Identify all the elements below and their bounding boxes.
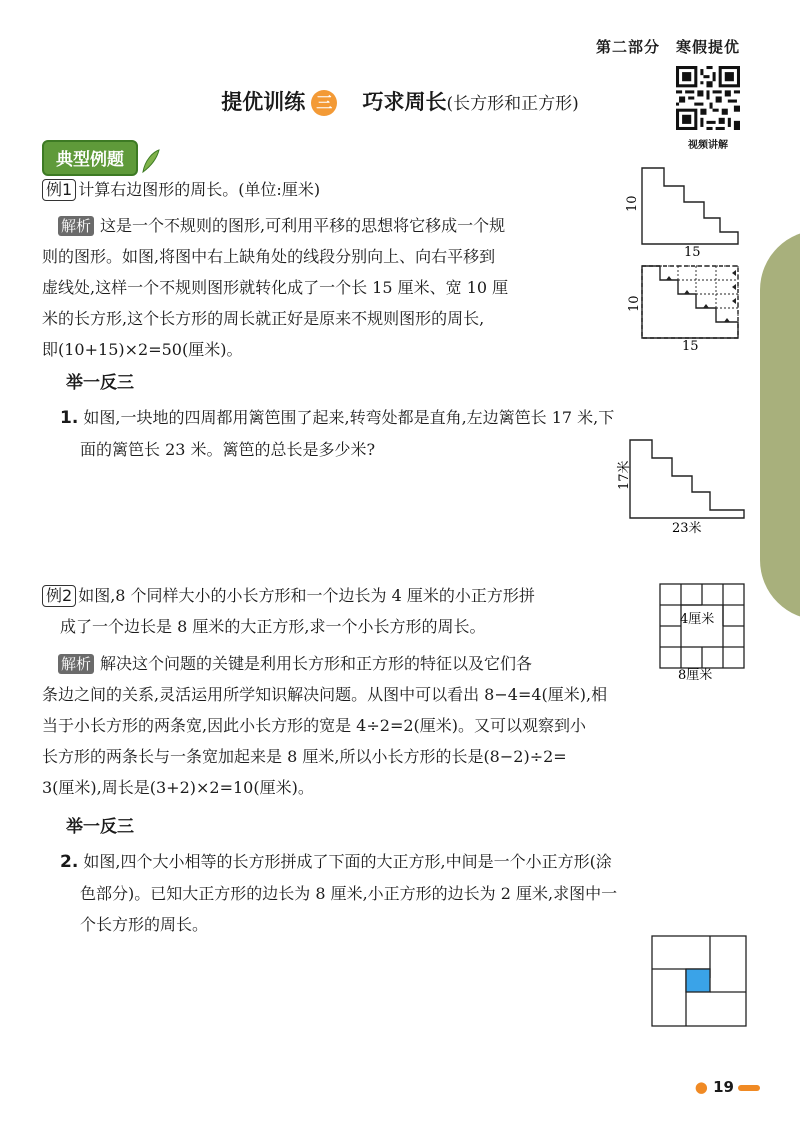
analysis-line: 这是一个不规则的图形,可利用平移的思想将它移成一个规 [100,216,506,235]
analysis-tag: 解析 [58,216,94,236]
outer-square-label: 8厘米 [678,668,713,680]
figure-height-label: 10 [625,195,640,212]
question-1-line: 如图,一块地的四周都用篱笆围了起来,转弯处都是直角,左边篱笆长 17 米,下 [83,408,615,427]
analysis-line: 解决这个问题的关键是利用长方形和正方形的特征以及它们各 [100,654,533,673]
figure-width-label: 15 [684,245,701,260]
example-1-question [42,174,320,205]
analysis-line: 当于小长方形的两条宽,因此小长方形的宽是 4÷2=2(厘米)。又可以观察到小 [42,716,587,735]
question-2-number: 2. [60,852,79,872]
practice-heading-2: 举一反三 [66,817,134,837]
figure-width-label: 15 [682,339,699,352]
example-1-question-text: 计算右边图形的周长。(单位:厘米) [78,180,321,199]
example-1-figure-translated [620,260,750,352]
example-2-line: 如图,8 个同样大小的小长方形和一个边长为 4 厘米的小正方形拼 [78,586,535,605]
side-tab-decoration [760,230,800,620]
analysis-line: 条边之间的关系,灵活运用所学知识解决问题。从图中可以看出 8−4=4(厘米),相 [42,685,608,704]
title-subtitle: (长方形和正方形) [446,94,579,114]
leaf-icon [139,146,163,176]
analysis-line: 则的图形。如图,将图中右上缺角处的线段分别向上、向右平移到 [42,247,496,266]
question-1-number: 1. [60,408,79,428]
title-number-badge: 三 [311,90,337,116]
question-2-figure-squares [648,932,752,1030]
inner-square-label: 4厘米 [680,612,715,627]
page-title [0,86,800,116]
practice-heading-1: 举一反三 [66,373,134,393]
example-2-line: 成了一个边长是 8 厘米的大正方形,求一个小长方形的周长。 [60,617,486,636]
analysis-line: 即(10+15)×2=50(厘米)。 [42,340,243,359]
question-1-figure-staircase [606,432,756,542]
example-2-tag: 例2 [42,585,76,607]
page-number: ● 19 [695,1078,760,1096]
question-2 [60,846,760,940]
analysis-tag: 解析 [58,654,94,674]
section-tag-label: 典型例题 [42,140,138,176]
section-header: 第二部分 寒假提优 [595,38,740,56]
question-1-line: 面的篱笆长 23 米。篱笆的总长是多少米? [80,440,376,459]
title-prefix: 提优训练 [221,90,306,114]
figure-height-label: 17米 [617,460,632,490]
example-1-analysis [42,210,628,365]
example-1-figure-staircase [620,160,750,260]
analysis-line: 3(厘米),周长是(3+2)×2=10(厘米)。 [42,778,314,797]
example-2-question [42,580,642,642]
question-2-line: 如图,四个大小相等的长方形拼成了下面的大正方形,中间是一个小正方形(涂 [83,852,612,871]
example-2-analysis [42,648,758,803]
page-number-value: 19 [713,1078,734,1096]
title-main: 巧求周长 [362,90,447,114]
example-1-tag: 例1 [42,179,76,201]
qr-caption: 视频讲解 [688,140,728,151]
analysis-line: 米的长方形,这个长方形的周长就正好是原来不规则图形的周长, [42,309,485,328]
section-tag [42,140,163,176]
figure-width-label: 23米 [672,521,702,536]
figure-height-label: 10 [627,295,642,312]
analysis-line: 虚线处,这样一个不规则图形就转化成了一个长 15 厘米、宽 10 厘 [42,278,509,297]
question-2-line: 色部分)。已知大正方形的边长为 8 厘米,小正方形的边长为 2 厘米,求图中一 [80,884,618,903]
analysis-line: 长方形的两条长与一条宽加起来是 8 厘米,所以小长方形的长是(8−2)÷2= [42,747,567,766]
shaded-small-square [686,969,710,992]
question-2-line: 个长方形的周长。 [80,915,209,934]
